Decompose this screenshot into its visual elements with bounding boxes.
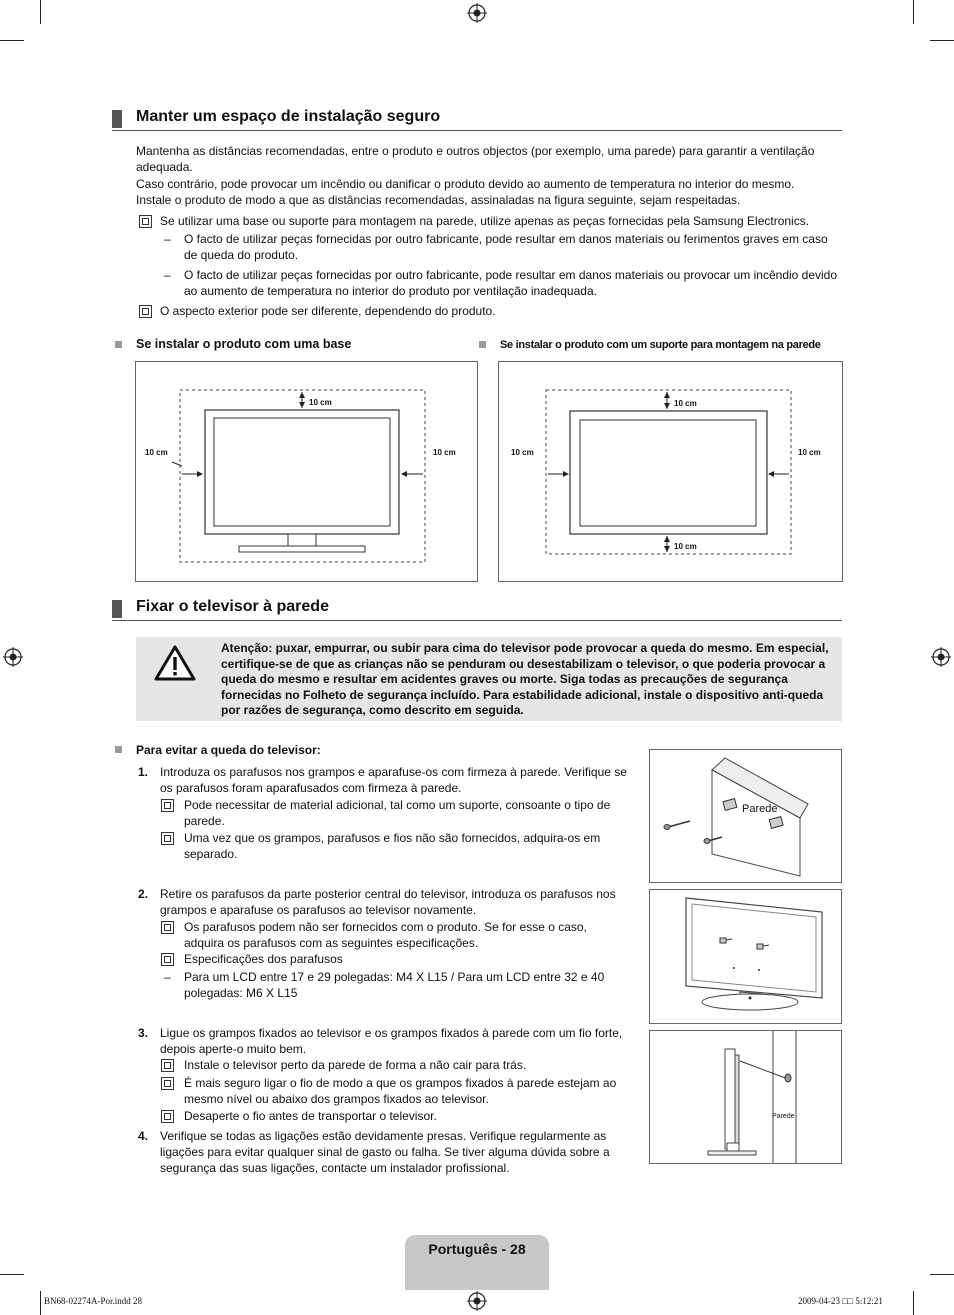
step-number: 4. xyxy=(138,1129,149,1143)
clearance-label-top: 10 cm xyxy=(674,399,697,408)
wall-label: Parede xyxy=(772,1113,795,1120)
tv-wall-mount-diagram xyxy=(499,362,842,581)
clearance-label-top: 10 cm xyxy=(309,398,332,407)
dash-text: Para um LCD entre 17 e 29 polegadas: M4 X L15 / Para um LCD entre 32 e 40 polegadas: M6 X L15 xyxy=(184,970,605,1000)
step-text: Verifique se todas as ligações estão devidamente presas. Verifique regularmente as ligações para evitar qualquer sinal de gasto ou falha. Se tiver alguma dúvida sobre a segurança das suas ligações, contacte um instalador profissional. xyxy=(160,1129,610,1175)
registration-mark-icon xyxy=(467,3,487,23)
figure-title: Se instalar o produto com um suporte para montagem na parede xyxy=(500,339,821,351)
step-text: Introduza os parafusos nos grampos e aparafuse-os com firmeza à parede. Verifique se os parafusos foram aparafusados com firmeza à parede. xyxy=(160,765,627,795)
tv-stand-diagram xyxy=(136,362,477,581)
registration-mark-icon xyxy=(3,647,23,667)
note-text: Se utilizar uma base ou suporte para montagem na parede, utilize apenas as peças fornecidas pela Samsung Electronics. xyxy=(160,214,810,228)
square-bullet-icon xyxy=(115,341,122,348)
subheading: Para evitar a queda do televisor: xyxy=(136,743,321,757)
note-icon xyxy=(161,1110,174,1123)
illustration-wall-brackets xyxy=(649,749,842,883)
note-icon xyxy=(161,953,174,966)
crop-mark xyxy=(913,0,914,24)
crop-mark xyxy=(0,40,24,41)
warning-box xyxy=(136,637,842,721)
step-number: 1. xyxy=(138,765,149,779)
crop-mark xyxy=(0,1274,24,1275)
section-title: Fixar o televisor à parede xyxy=(136,598,329,615)
wall-bracket-drawing xyxy=(650,750,841,882)
step-number: 3. xyxy=(138,1026,149,1040)
note-icon xyxy=(161,832,174,845)
crop-mark xyxy=(930,40,954,41)
section-title: Manter um espaço de instalação seguro xyxy=(136,108,441,125)
clearance-label-right: 10 cm xyxy=(798,448,821,457)
square-bullet-icon xyxy=(115,746,122,753)
note-text: Instale o televisor perto da parede de forma a não cair para trás. xyxy=(184,1058,527,1072)
section-heading xyxy=(112,598,842,621)
print-date: 2009-04-23 □□ 5:12:21 xyxy=(798,1296,883,1306)
section-heading xyxy=(112,108,842,131)
crop-mark xyxy=(40,0,41,24)
note-text: Pode necessitar de material adicional, tal como um suporte, consoante o tipo de parede. xyxy=(184,798,611,828)
clearance-label-left: 10 cm xyxy=(145,448,168,457)
note-text: Desaperte o fio antes de transportar o televisor. xyxy=(184,1109,437,1123)
illustration-tv-back xyxy=(649,889,842,1024)
note-icon xyxy=(139,305,152,318)
paragraph: Mantenha as distâncias recomendadas, entre o produto e outros objectos (por exemplo, uma parede) para garantir a ventilação adequada. xyxy=(136,144,815,174)
page-number: Português - 28 xyxy=(428,1241,526,1257)
note-text: Os parafusos podem não ser fornecidos com o produto. Se for esse o caso, adquira os parafusos com as seguintes especificações. xyxy=(184,920,587,950)
dash-bullet: – xyxy=(164,232,171,246)
step-text: Retire os parafusos da parte posterior central do televisor, introduza os parafusos nos grampos e aparafuse os parafusos ao televisor novamente. xyxy=(160,887,616,917)
clearance-label-bottom: 10 cm xyxy=(674,542,697,551)
note-text: O aspecto exterior pode ser diferente, dependendo do produto. xyxy=(160,304,496,318)
figure-wall-mount-clearance xyxy=(498,361,843,582)
note-text: Especificações dos parafusos xyxy=(184,952,343,966)
clearance-label-left: 10 cm xyxy=(511,448,534,457)
step-number: 2. xyxy=(138,887,149,901)
wall-label: Parede xyxy=(742,803,778,815)
page-number-tab xyxy=(405,1235,549,1290)
paragraph: Caso contrário, pode provocar um incêndio ou danificar o produto devido ao aumento de temperatura no interior do mesmo. xyxy=(136,177,795,191)
registration-mark-icon xyxy=(931,647,951,667)
paragraph: Instale o produto de modo a que as distâncias recomendadas, assinaladas na figura seguinte, sejam respeitadas. xyxy=(136,193,741,207)
illustration-side-view xyxy=(649,1030,842,1164)
note-text: Uma vez que os grampos, parafusos e fios não são fornecidos, adquira-os em separado. xyxy=(184,831,601,861)
warning-text: Atenção: puxar, empurrar, ou subir para cima do televisor pode provocar a queda do mesmo. Em especial, certifique-se de que as crianças não se penduram ou desestabilizam o televisor, o que poderia provocar a queda do mesmo e resultar em acidentes graves ou morte. Siga todas as precauções de segurança fornecidas no Folheto de segurança incluído. Para estabilidade adicional, instale o dispositivo anti-queda por razões de segurança, como descrito em seguida. xyxy=(221,641,829,717)
warning-triangle-icon xyxy=(154,645,196,681)
dash-text: O facto de utilizar peças fornecidas por outro fabricante, pode resultar em danos materiais ou ferimentos graves em caso de queda do produto. xyxy=(184,232,828,262)
registration-mark-icon xyxy=(467,1291,487,1311)
dash-bullet: – xyxy=(164,268,171,282)
crop-mark xyxy=(930,1274,954,1275)
note-icon xyxy=(161,1077,174,1090)
side-view-drawing xyxy=(650,1031,841,1163)
dash-text: O facto de utilizar peças fornecidas por outro fabricante, pode resultar em danos materiais ou provocar um incêndio devido ao aumento de temperatura no interior do produto por ventilação inadequada. xyxy=(184,268,838,298)
crop-mark xyxy=(913,1291,914,1315)
file-name: BN68-02274A-Por.indd 28 xyxy=(44,1296,143,1306)
dash-bullet: – xyxy=(164,970,171,984)
crop-mark xyxy=(40,1291,41,1315)
square-bullet-icon xyxy=(479,341,486,348)
note-icon xyxy=(161,1059,174,1072)
figure-stand-clearance xyxy=(135,361,478,582)
note-text: É mais seguro ligar o fio de modo a que os grampos fixados à parede estejam ao mesmo nível ou abaixo dos grampos fixados ao televisor. xyxy=(184,1076,617,1106)
tv-back-drawing xyxy=(650,890,841,1023)
note-icon xyxy=(139,215,152,228)
clearance-label-right: 10 cm xyxy=(433,448,456,457)
step-text: Ligue os grampos fixados ao televisor e os grampos fixados à parede com um fio forte, depois aperte-o muito bem. xyxy=(160,1026,623,1056)
note-icon xyxy=(161,921,174,934)
figure-title: Se instalar o produto com uma base xyxy=(136,337,352,351)
note-icon xyxy=(161,799,174,812)
